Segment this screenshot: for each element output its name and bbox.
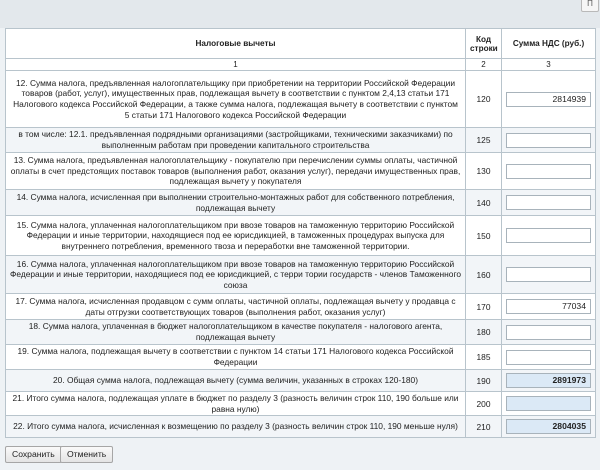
row-description: 20. Общая сумма налога, подлежащая вычету (сумма величин, указанных в строках 120-180)	[6, 370, 466, 392]
row-description: в том числе: 12.1. предъявленная подрядными организациями (застройщиками, техническими заказчиками) по выполненным работам при проведении капитального строительства	[6, 128, 466, 153]
row-description: 21. Итого сумма налога, подлежащая уплате в бюджет по разделу 3 (разность величин строк 110, 190 больше или равна нулю)	[6, 392, 466, 416]
row-description: 12. Сумма налога, предъявленная налогоплательщику при приобретении на территории Российской Федерации товаров (работ, услуг), имущественных прав, подлежащая вычету в соответствии с пунктом 2,4,13 статьи 171 Налогового кодекса Российской Федерации, а также сумма налога, подлежащая вычету в соответствии с пунктом 5 статьи 171 Налогового кодекса Российской Федерации	[6, 71, 466, 128]
row-code: 180	[466, 320, 502, 345]
total-deductions-field: 2891973	[506, 373, 591, 388]
row-code: 210	[466, 416, 502, 438]
row-description: 15. Сумма налога, уплаченная налогоплательщиком при ввозе товаров на таможенную территорию Российской Федерации и иные территории, находящиеся под ее юрисдикцией, в таможенных процедурах выпуска для внутреннего потребления, временного твоза и переработки вне таможенной территории.	[6, 216, 466, 256]
table-row	[6, 294, 596, 320]
row-description: 14. Сумма налога, исчисленная при выполнении строительно-монтажных работ для собственного потребления, подлежащая вычету	[6, 190, 466, 216]
amount-input[interactable]	[506, 133, 591, 148]
table-row	[6, 153, 596, 190]
row-code: 120	[466, 71, 502, 128]
row-description: 18. Сумма налога, уплаченная в бюджет налогоплательщиком в качестве покупателя - налогового агента, подлежащая вычету	[6, 320, 466, 345]
header-deductions: Налоговые вычеты	[6, 29, 466, 59]
amount-input[interactable]	[506, 267, 591, 282]
table-row	[6, 320, 596, 345]
amount-input[interactable]: 2814939	[506, 92, 591, 107]
table-row	[6, 71, 596, 128]
top-strip	[0, 0, 600, 28]
row-code: 170	[466, 294, 502, 320]
row-description: 22. Итого сумма налога, исчисленная к возмещению по разделу 3 (разность величин строк 110, 190 меньше нуля)	[6, 416, 466, 438]
header-row	[6, 29, 596, 59]
row-code: 125	[466, 128, 502, 153]
column-number: 1	[6, 59, 466, 71]
amount-input[interactable]	[506, 228, 591, 243]
column-numbers-row	[6, 59, 596, 71]
table-row	[6, 370, 596, 392]
row-description: 17. Сумма налога, исчисленная продавцом с сумм оплаты, частичной оплаты, подлежащая вычету у продавца с даты отгрузки соответствующих товаров (выполнения работ, оказания услуг)	[6, 294, 466, 320]
row-description: 16. Сумма налога, уплаченная налогоплательщиком при ввозе товаров на таможенную территорию Российской Федерации и иные территории, находящиеся под ее юрисдикцией, с терри тории государств - членов Таможенного союза	[6, 256, 466, 294]
row-code: 185	[466, 345, 502, 370]
row-code: 150	[466, 216, 502, 256]
table-row	[6, 392, 596, 416]
row-code: 130	[466, 153, 502, 190]
row-description: 19. Сумма налога, подлежащая вычету в соответствии с пунктом 14 статьи 171 Налогового кодекса Российской Федерации	[6, 345, 466, 370]
table-row	[6, 128, 596, 153]
amount-input[interactable]	[506, 164, 591, 179]
amount-input[interactable]	[506, 195, 591, 210]
row-code: 160	[466, 256, 502, 294]
table-row	[6, 216, 596, 256]
table-row	[6, 416, 596, 438]
row-description: 13. Сумма налога, предъявленная налогоплательщику - покупателю при перечислении суммы оплаты, частичной оплаты в счет предстоящих поставок товаров (выполнения работ, оказания услуг), передачи имущественных прав, подлежащая вычету у покупателя	[6, 153, 466, 190]
row-code: 200	[466, 392, 502, 416]
amount-input[interactable]: 77034	[506, 299, 591, 314]
amount-input[interactable]	[506, 325, 591, 340]
tax-payable-field	[506, 396, 591, 411]
cancel-button[interactable]: Отменить	[60, 446, 113, 463]
table-row	[6, 256, 596, 294]
column-number: 2	[466, 59, 502, 71]
save-button[interactable]: Сохранить	[5, 446, 62, 463]
corner-button[interactable]: П	[581, 0, 599, 12]
header-line-code: Код строки	[466, 29, 502, 59]
amount-input[interactable]	[506, 350, 591, 365]
table-row	[6, 190, 596, 216]
row-code: 140	[466, 190, 502, 216]
deductions-table	[5, 28, 596, 438]
row-code: 190	[466, 370, 502, 392]
header-vat-amount: Сумма НДС (руб.)	[502, 29, 596, 59]
table-row	[6, 345, 596, 370]
column-number: 3	[502, 59, 596, 71]
tax-refund-field: 2804035	[506, 419, 591, 434]
